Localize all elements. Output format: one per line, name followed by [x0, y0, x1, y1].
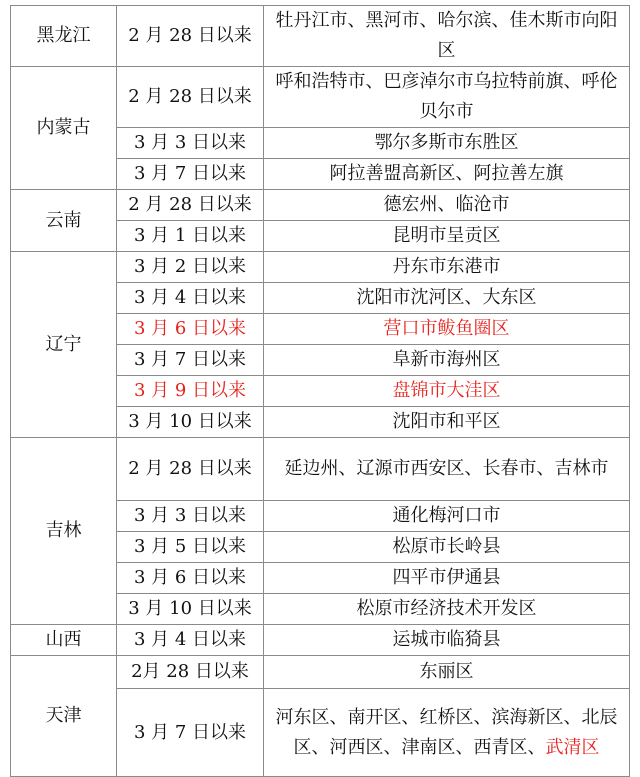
date-cell: 3 月 2 日以来 [117, 252, 264, 283]
date-cell: 2月 28 日以来 [117, 656, 264, 689]
area-text: 丹东市东港市 [392, 256, 501, 277]
date-cell: 2 月 28 日以来 [117, 67, 264, 128]
province-cell: 黑龙江 [11, 6, 117, 67]
area-text: 四平市伊通县 [392, 567, 501, 588]
date-cell: 3 月 3 日以来 [117, 501, 264, 532]
table-row [11, 438, 630, 501]
area-cell [264, 656, 630, 689]
date-cell: 3 月 5 日以来 [117, 532, 264, 563]
area-cell [264, 594, 630, 625]
date-cell: 3 月 10 日以来 [117, 594, 264, 625]
area-text: 鄂尔多斯市东胜区 [374, 132, 519, 153]
date-cell: 3 月 6 日以来 [117, 563, 264, 594]
area-cell [264, 532, 630, 563]
area-cell [264, 314, 630, 345]
area-text: 河东区、南开区、红桥区、滨海新区、北辰区、河西区、津南区、西青区、 [275, 706, 618, 758]
area-cell [264, 407, 630, 438]
area-text: 盘锦市大洼区 [392, 380, 501, 401]
area-cell [264, 252, 630, 283]
area-cell [264, 376, 630, 407]
area-cell [264, 67, 630, 128]
province-cell: 天津 [11, 656, 117, 777]
area-cell [264, 345, 630, 376]
table-row [11, 190, 630, 221]
province-cell: 内蒙古 [11, 67, 117, 190]
table-row [11, 625, 630, 656]
date-cell: 3 月 4 日以来 [117, 283, 264, 314]
table-row [11, 252, 630, 283]
area-text: 沈阳市沈河区、大东区 [356, 287, 537, 308]
lockdown-areas-table [10, 5, 630, 777]
area-cell [264, 501, 630, 532]
area-cell [264, 6, 630, 67]
date-cell: 3 月 4 日以来 [117, 625, 264, 656]
date-cell: 2 月 28 日以来 [117, 190, 264, 221]
area-text: 阜新市海州区 [392, 349, 501, 370]
table-row [11, 656, 630, 689]
area-text: 沈阳市和平区 [392, 411, 501, 432]
area-cell [264, 221, 630, 252]
area-text: 呼和浩特市、巴彦淖尔市乌拉特前旗、呼伦贝尔市 [275, 71, 618, 122]
area-text: 牡丹江市、黑河市、哈尔滨、佳木斯市向阳区 [275, 10, 618, 61]
date-cell: 3 月 10 日以来 [117, 407, 264, 438]
province-cell: 辽宁 [11, 252, 117, 438]
province-cell: 云南 [11, 190, 117, 252]
area-text: 东丽区 [419, 661, 474, 682]
table-row [11, 67, 630, 128]
area-text: 昆明市呈贡区 [392, 225, 501, 246]
area-text: 营口市鲅鱼圈区 [383, 318, 510, 339]
date-cell: 3 月 6 日以来 [117, 314, 264, 345]
area-cell [264, 689, 630, 777]
date-cell: 2 月 28 日以来 [117, 438, 264, 501]
area-text: 通化梅河口市 [392, 505, 501, 526]
area-text: 德宏州、临沧市 [383, 194, 510, 215]
area-cell [264, 625, 630, 656]
date-cell: 3 月 9 日以来 [117, 376, 264, 407]
date-cell: 3 月 7 日以来 [117, 689, 264, 777]
area-text-highlight: 武清区 [545, 736, 600, 758]
table-body [11, 6, 630, 777]
province-cell: 吉林 [11, 438, 117, 625]
area-text: 松原市经济技术开发区 [356, 598, 537, 619]
area-cell [264, 438, 630, 501]
date-cell: 3 月 3 日以来 [117, 128, 264, 159]
area-cell [264, 190, 630, 221]
date-cell: 3 月 7 日以来 [117, 345, 264, 376]
area-cell [264, 128, 630, 159]
area-text: 松原市长岭县 [392, 536, 501, 557]
date-cell: 3 月 1 日以来 [117, 221, 264, 252]
area-text: 阿拉善盟高新区、阿拉善左旗 [329, 163, 564, 184]
date-cell: 2 月 28 日以来 [117, 6, 264, 67]
table-row [11, 6, 630, 67]
province-cell: 山西 [11, 625, 117, 656]
date-cell: 3 月 7 日以来 [117, 159, 264, 190]
area-text: 延边州、辽源市西安区、长春市、吉林市 [284, 458, 609, 479]
area-cell [264, 159, 630, 190]
area-cell [264, 563, 630, 594]
area-cell [264, 283, 630, 314]
area-text: 运城市临猗县 [392, 629, 501, 650]
